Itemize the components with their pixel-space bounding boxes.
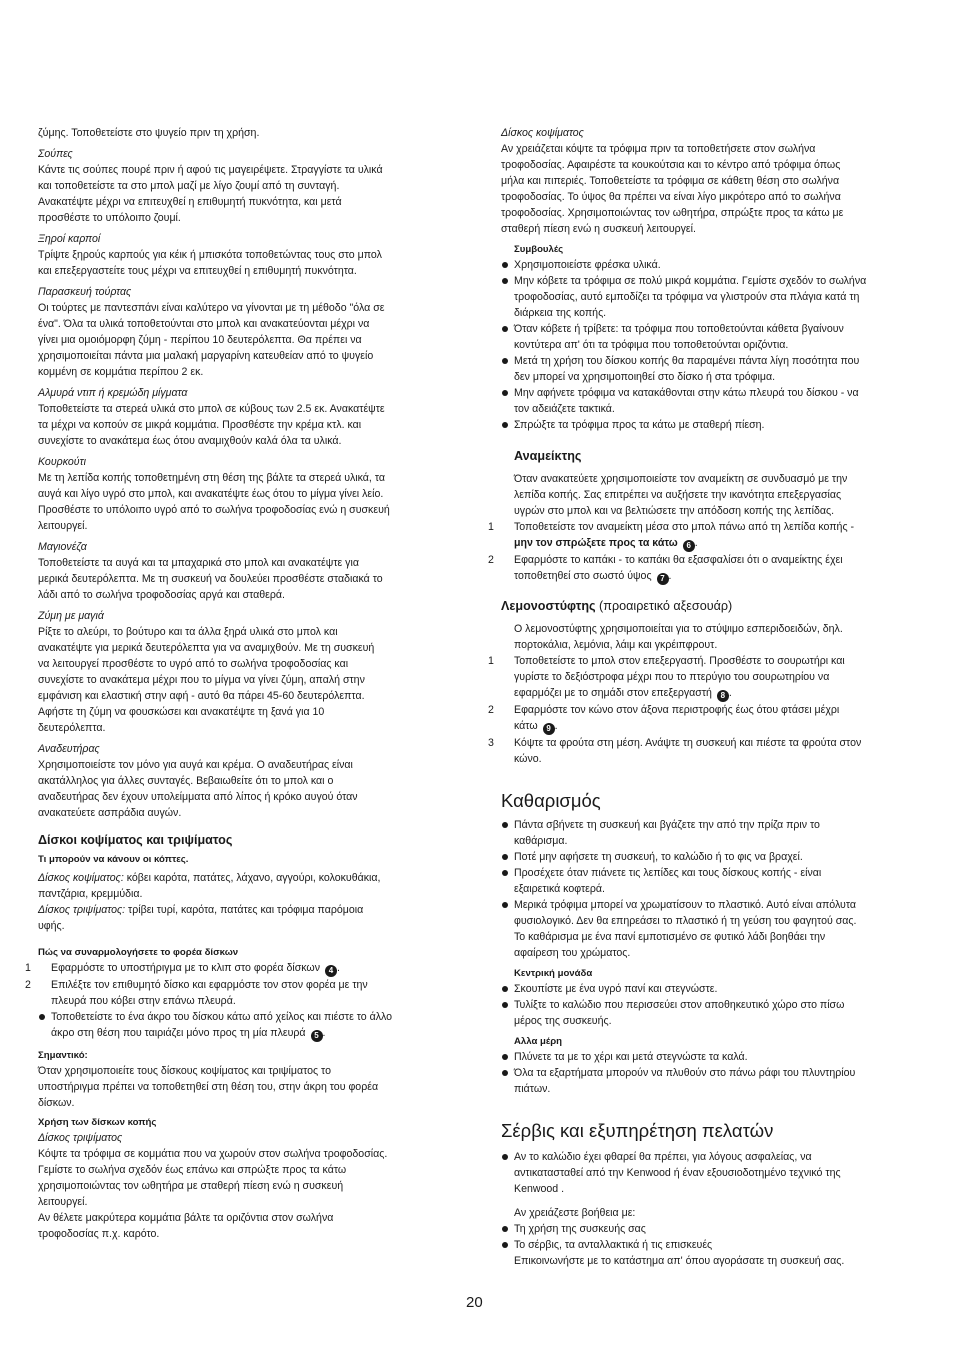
slicing-line: μήλα και πιπεριές. Τοποθετείστε τα τρόφιμα σε κάθετη θέση στο σωλήνα: [501, 175, 840, 187]
recipe-section: [38, 454, 460, 534]
cleaning-list: [501, 817, 939, 961]
grating-disc-desc-cont: υφής.: [38, 920, 65, 932]
slicing-line: τροφοδοσίας. Το ύψος θα πρέπει να είναι λίγο μικρότερο από το σωλήνα: [501, 191, 841, 203]
recipe-text: δευτερόλεπτα.: [38, 722, 106, 734]
cleaning-item: Ποτέ μην αφήσετε τη συσκευή, το καλώδιο ή το φις να βραχεί.: [501, 849, 939, 865]
left-column: [25, 125, 460, 1242]
recipe-section: [38, 146, 460, 226]
use-line: Αν θέλετε μακρύτερα κομμάτια βάλτε τα οριζόντια στον σωλήνα: [38, 1212, 334, 1224]
recipe-title: Σούπες: [38, 148, 73, 160]
recipe-text: Με τη λεπίδα κοπής τοποθετημένη στη θέση της βάλτε τα στερεά υλικά, τα: [38, 472, 385, 484]
recipe-text: Τοποθετείστε τα στερεά υλικά στο μπολ σε κύβους των 2.5 εκ. Ανακατέψτε: [38, 403, 385, 415]
tip-item: Μην αφήνετε τρόφιμα να κατακάθονται στην κάτω πλευρά του δίσκου - να τον αδειάζετε τακτικά.: [501, 385, 939, 417]
right-column: [488, 125, 939, 1269]
recipe-text: ανακατέψτε για μερικά δευτερόλεπτα για να αναμιχθούν. Με τη συσκευή: [38, 642, 375, 654]
main-unit-item: Τυλίξτε το καλώδιο που περισσεύει στον αποθηκευτικό χώρο στο πίσω μέρος της συσκευής.: [501, 997, 939, 1029]
ref-6-icon: 6: [683, 540, 695, 552]
important-line: Όταν χρησιμοποιείτε τους δίσκους κοψίματος και τριψίματος το: [38, 1065, 331, 1077]
ref-7-icon: 7: [657, 573, 669, 585]
service-bullet-usage: Τη χρήση της συσκευής σας: [501, 1221, 939, 1237]
ref-5-icon: 5: [311, 1030, 323, 1042]
slicing-line: Αν χρειάζεται κόψτε τα τρόφιμα πριν τα τοποθετήσετε στον σωλήνα: [501, 143, 816, 155]
juicer-step-1: 1 Τοποθετείστε το μπολ στον επεξεργαστή. Προσθέστε το σουρωτήρι και γυρίστε το δεξιόστροφα μέχρι που το πτερύγιο του σουρωτηρίου να εφαρμόζει με το σημάδι στον επεξεργαστή 8 .: [501, 653, 939, 702]
slicing-line: τροφοδοσίας. Χρησιμοποιώντας τον ωθητήρα, σπρώξτε προς τα κάτω με: [501, 207, 844, 219]
slicing-disc-subtitle: Δίσκος κοψίματος: [501, 127, 584, 139]
juicer-step-2: 2 Εφαρμόστε τον κώνο στον άξονα περιστροφής έως ότου φτάσει μέχρι κάτω 9 .: [488, 704, 840, 733]
slicing-line: σταθερή πίεση ενώ η συσκευή λειτουργεί.: [501, 223, 696, 235]
important-line: υποστήριγμα πρέπει να τοποθετηθεί στη θέση του, στην άκρη του φορέα: [38, 1081, 379, 1093]
tip-item: Μετά τη χρήση του δίσκου κοπής θα παραμένει πάντα λίγη ποσότητα που δεν μπορεί να χρησιμοποιηθεί στο δίσκο ή στα τρόφιμα.: [501, 353, 939, 385]
main-unit-title: Κεντρική μονάδα: [514, 968, 593, 979]
slicing-line: τροφοδοσίας. Αφαιρέστε τα κουκούτσια και το κέντρο από τρόφιμα όπως: [501, 159, 841, 171]
recipes-list: [38, 146, 460, 821]
slicing-disc-desc-cont: παντζάρια, κρεμμύδια.: [38, 888, 143, 900]
use-text: [38, 1146, 460, 1242]
tip-item: Χρησιμοποιείστε φρέσκα υλικά.: [501, 257, 939, 273]
cleaning-item: Προσέχετε όταν πιάνετε τις λεπίδες και τους δίσκους κοπής - είναι εξαιρετικά κοφτερά.: [501, 865, 939, 897]
mixer-intro-line: υγρών στο μπολ και να βελτιώσετε την απόδοση κοπής της λεπίδας.: [514, 505, 835, 517]
use-title: Χρήση των δίσκων κοπής: [38, 1117, 157, 1128]
juicer-intro-line: Ο λεμονοστύφτης χρησιμοποιείται για το στύψιμο εσπεριδοειδών, δηλ.: [514, 623, 843, 635]
recipe-text: συνεχίστε το ανακάτεμα μέχρι που το μίγμα να γίνει ζύμη, απαλή στην: [38, 674, 365, 686]
recipe-text: Οι τούρτες με παντεσπάνι είναι καλύτερο να γίνονται με τη μέθοδο "όλα σε: [38, 302, 385, 314]
recipe-text: συνεχίστε το ανακάτεμα έως ότου αναμιχθούν καλά όλα τα υλικά.: [38, 435, 342, 447]
main-unit-item: Σκουπίστε με ένα υγρό πανί και στεγνώστε.: [501, 981, 939, 997]
use-line: λειτουργεί.: [38, 1196, 88, 1208]
recipe-text: Χρησιμοποιείστε τον μόνο για αυγά και κρέμα. Ο αναδευτήρας είναι: [38, 759, 353, 771]
recipe-text: αυγά και λίγο υγρό στο μπολ, και ανακατέψτε έως ότου το μίγμα γίνει λείο.: [38, 488, 384, 500]
recipe-text: μερικά δευτερόλεπτα. Με τη συσκευή να δουλεύει προσθέστε σταδιακά το: [38, 573, 383, 585]
use-subtitle: Δίσκος τριψίματος: [38, 1132, 123, 1144]
recipe-section: [38, 284, 460, 380]
tip-item: Μην κόβετε τα τρόφιμα σε πολύ μικρά κομμάτια. Γεμίστε σχεδόν το σωλήνα τροφοδοσίας, αυτό εμποδίζει τα τρόφιμα να γλιστρούν στα πλάγια κατά τη διάρκεια της κοπής.: [501, 273, 939, 321]
important-title: Σημαντικό:: [38, 1050, 88, 1061]
recipe-section: [38, 608, 460, 736]
recipe-title: Ξηροί καρποί: [38, 233, 101, 245]
main-unit-list: [501, 981, 939, 1029]
recipe-text: Αφήστε τη ζύμη να φουσκώσει και ανακατέψτε τη ξανά για 10: [38, 706, 325, 718]
mixer-intro-line: Όταν ανακατεύετε χρησιμοποιείστε τον αναμείκτη σε συνδυασμό με την: [514, 473, 848, 485]
ref-4-icon: 4: [325, 965, 337, 977]
recipe-text: και επεξεργαστείτε τους μέχρι να επιτευχθεί η επιθυμητή πυκνότητα.: [38, 265, 357, 277]
recipe-text: εμφάνιση και ελαστική στην αφή - αυτό θα πάρει 45-60 δευτερόλεπτα.: [38, 690, 365, 702]
recipe-text: αναδευτήρας δεν έχουν υπολείμματα από λίπος ή κρόκο αυγού όταν: [38, 791, 358, 803]
other-parts-list: [501, 1049, 939, 1097]
ref-8-icon: 8: [717, 690, 729, 702]
use-line: χρησιμοποιώντας τον ωθητήρα με σταθερή πίεση ενώ η συσκευή: [38, 1180, 344, 1192]
discs-heading: Δίσκοι κοψίματος και τριψίματος: [38, 833, 233, 847]
tip-item: Σπρώξτε τα τρόφιμα προς τα κάτω με σταθερή πίεση.: [501, 417, 939, 433]
other-parts-title: Αλλα μέρη: [514, 1036, 563, 1047]
recipe-title: Μαγιονέζα: [38, 541, 87, 553]
mixer-step-2: 2 Εφαρμόστε το καπάκι - το καπάκι θα εξασφαλίσει ότι ο αναμείκτης έχει τοποθετηθεί στο σωστό ύψος 7 .: [488, 554, 843, 583]
recipe-text: να λειτουργεί προσθέστε το υγρό από το σωλήνα τροφοδοσίας και: [38, 658, 349, 670]
recipe-section: [38, 385, 460, 449]
recipe-section: [38, 231, 460, 279]
recipe-text: λάδι από το σωλήνα τροφοδοσίας αργά και σταθερά.: [38, 589, 285, 601]
recipe-text: προσθέστε το υπόλοιπο ζουμί.: [38, 212, 181, 224]
service-bullet-repairs: Το σέρβις, τα ανταλλακτικά ή τις επισκευές: [501, 1237, 939, 1253]
service-heading: Σέρβις και εξυπηρέτηση πελατών: [501, 1120, 774, 1141]
recipe-text: ακατάλληλος για άλλες συνταγές. Βεβαιωθείτε ότι το μπολ και ο: [38, 775, 334, 787]
recipe-text: Τρίψτε ξηρούς καρπούς για κέικ ή μπισκότα τοποθετώντας τους στο μπολ: [38, 249, 382, 261]
assembly-step-3: Τοποθετείστε το ένα άκρο του δίσκου κάτω από χείλος και πιέστε το άλλο άκρο στη θέση που ταιριάζει μόνο προς τη μία πλευρά 5 .: [38, 1009, 460, 1042]
recipe-text: γίνει μια ομοιόμορφη ζύμη - περίπου 10 δευτερόλεπτα. Θα πρέπει να: [38, 334, 362, 346]
page-number: 20: [466, 1294, 483, 1311]
juicer-step-line: Κόψτε τα φρούτα στη μέση. Ανάψτε τη συσκευή και πιέστε τα φρούτα στον: [514, 737, 862, 749]
important-text: [38, 1063, 460, 1111]
recipe-title: Αναδευτήρας: [38, 743, 100, 755]
service-line: Kenwood .: [514, 1183, 565, 1195]
recipe-text: Κάντε τις σούπες πουρέ πριν ή αφού τις μαγειρέψετε. Στραγγίστε τα υλικά: [38, 164, 383, 176]
service-line: Αν το καλώδιο έχει φθαρεί θα πρέπει, για λόγους ασφαλείας, να: [514, 1151, 812, 1163]
service-line: αντικατασταθεί από την Kenwood ή έναν εξουσιοδοτημένο τεχνικό της: [514, 1167, 841, 1179]
important-line: δίσκων.: [38, 1097, 75, 1109]
use-line: τροφοδοσίας π.χ. καρότο.: [38, 1228, 160, 1240]
recipe-section: [38, 539, 460, 603]
juicer-step-line: Τοποθετείστε το μπολ στον επεξεργαστή. Προσθέστε το σουρωτήρι και: [514, 655, 845, 667]
assembly-step-1: 1 Εφαρμόστε το υποστήριγμα με το κλιπ στο φορέα δίσκων 4 .: [25, 962, 340, 975]
other-parts-item: Πλύνετε τα με το χέρι και μετά στεγνώστε τα καλά.: [501, 1049, 939, 1065]
service-bullet-cable: [501, 1149, 939, 1197]
cleaning-heading: Καθαρισμός: [501, 790, 601, 811]
cleaning-item: Μερικά τρόφιμα μπορεί να χρωματίσουν το πλαστικό. Αυτό είναι απόλυτα φυσιολογικό. Δεν θα επηρεάσει το πλαστικό ή τη γεύση του φαγητού σας. Το καθάρισμα με ένα πανί εμποτισμένο σε φυτικό λάδι βοηθάει την αφαίρεση του χρώματος.: [501, 897, 939, 961]
use-line: Κόψτε τα τρόφιμα σε κομμάτια που να χωρούν στον σωλήνα τροφοδοσίας.: [38, 1148, 388, 1160]
recipe-text: ένα". Όλα τα υλικά τοποθετούνται στο μπολ και ανακατεύονται μέχρι να: [38, 318, 370, 330]
discs-what-title: Τι μπορούν να κάνουν οι κόπτες.: [38, 854, 189, 865]
recipe-text: και τοποθετείστε τα στο μπολ μαζί με λίγο ζουμί από τη συνταγή.: [38, 180, 340, 192]
recipe-title: Αλμυρά ντιπ ή κρεμώδη μίγματα: [38, 387, 188, 399]
assembly-step-2: 2 Επιλέξτε τον επιθυμητό δίσκο και εφαρμόστε τον στον φορέα με την πλευρά που κόβει στην επάνω πλευρά.: [25, 979, 368, 1007]
juicer-step-3: 3 Κόψτε τα φρούτα στη μέση. Ανάψτε τη συσκευή και πιέστε τα φρούτα στον κώνο.: [501, 735, 939, 767]
intro-text: ζύμης. Τοποθετείστε στο ψυγείο πριν τη χρήση.: [38, 127, 260, 139]
ref-9-icon: 9: [543, 723, 555, 735]
use-line: Γεμίστε το σωλήνα σχεδόν έως επάνω και σπρώξτε προς τα κάτω: [38, 1164, 347, 1176]
mixer-heading: Αναμείκτης: [514, 449, 582, 463]
juicer-intro: [501, 621, 939, 653]
tips-list: [501, 257, 939, 433]
cleaning-item: Πάντα σβήνετε τη συσκευή και βγάζετε την από την πρίζα πριν το καθάρισμα.: [501, 817, 939, 849]
contact-text: Επικοινωνήστε με το κατάστημα απ' όπου αγοράσατε τη συσκευή σας.: [514, 1255, 845, 1267]
grating-disc-desc: Δίσκος τριψίματος: τρίβει τυρί, καρότα, πατάτες και τρόφιμα παρόμοια: [38, 904, 364, 916]
recipe-text: Ρίξτε το αλεύρι, το βούτυρο και τα άλλα ξηρά υλικά στο μπολ και: [38, 626, 338, 638]
juicer-intro-line: πορτοκάλια, λεμόνια, λάιμ και γκρέιπφρουτ.: [514, 639, 718, 651]
recipe-text: Τοποθετείστε τα αυγά και τα μπαχαρικά στο μπολ και ανακατέψτε για: [38, 557, 359, 569]
recipe-text: ανακατεύετε ασπράδια αυγών.: [38, 807, 182, 819]
recipe-text: τα μέχρι να κοπούν σε μικρά κομμάτια. Προσθέστε την κρέμα κτλ. και: [38, 419, 362, 431]
other-parts-item: Όλα τα εξαρτήματα μπορούν να πλυθούν στο πάνω ράφι του πλυντηρίου πιάτων.: [501, 1065, 939, 1097]
juicer-heading: Λεμονοστύφτης (προαιρετικό αξεσουάρ): [501, 599, 733, 613]
recipe-text: Προσθέστε το υπόλοιπο υγρό από το σωλήνα τροφοδοσίας ενώ η συσκευή: [38, 504, 390, 516]
assembly-title: Πώς να συναρμολογήσετε το φορέα δίσκων: [38, 947, 239, 958]
slicing-disc-text: [501, 141, 939, 237]
recipe-title: Κουρκούτι: [38, 456, 86, 468]
tips-title: Συμβουλές: [514, 244, 564, 255]
mixer-step-1: 1 Τοποθετείστε τον αναμείκτη μέσα στο μπολ πάνω από τη λεπίδα κοπής - μην τον σπρώξετε προς τα κάτω 6 .: [488, 521, 855, 550]
recipe-text: λειτουργεί.: [38, 520, 88, 532]
recipe-text: κομμένη σε κομμάτια περίπου 2 εκ.: [38, 366, 204, 378]
recipe-text: χρησιμοποιείται πάντα μια μαλακή μαργαρίνη κατευθείαν από το ψυγείο: [38, 350, 374, 362]
help-text: Αν χρειάζεστε βοήθεια με:: [514, 1207, 636, 1219]
mixer-intro: [501, 471, 939, 519]
slicing-disc-desc: Δίσκος κοψίματος: κόβει καρότα, πατάτες, λάχανο, αγγούρι, κολοκυθάκια,: [38, 872, 381, 884]
recipe-text: Ανακατέψτε μέχρι να επιτευχθεί η επιθυμητή πυκνότητα, και μετά: [38, 196, 342, 208]
juicer-step-line: κώνο.: [514, 753, 542, 765]
recipe-section: [38, 741, 460, 821]
recipe-title: Παρασκευή τούρτας: [38, 286, 132, 298]
mixer-intro-line: λεπίδα κοπής. Σας επιτρέπει να αυξήσετε την ικανότητα επεξεργασίας: [514, 489, 842, 501]
tip-item: Όταν κόβετε ή τρίβετε: τα τρόφιμα που τοποθετούνται κάθετα βγαίνουν κοντύτερα απ' ότι τα τρόφιμα που τοποθετούνται οριζόντια.: [501, 321, 939, 353]
juicer-step-line: γυρίστε το δεξιόστροφα μέχρι που το πτερύγιο του σουρωτηρίου να: [514, 671, 830, 683]
recipe-title: Ζύμη με μαγιά: [38, 610, 104, 622]
